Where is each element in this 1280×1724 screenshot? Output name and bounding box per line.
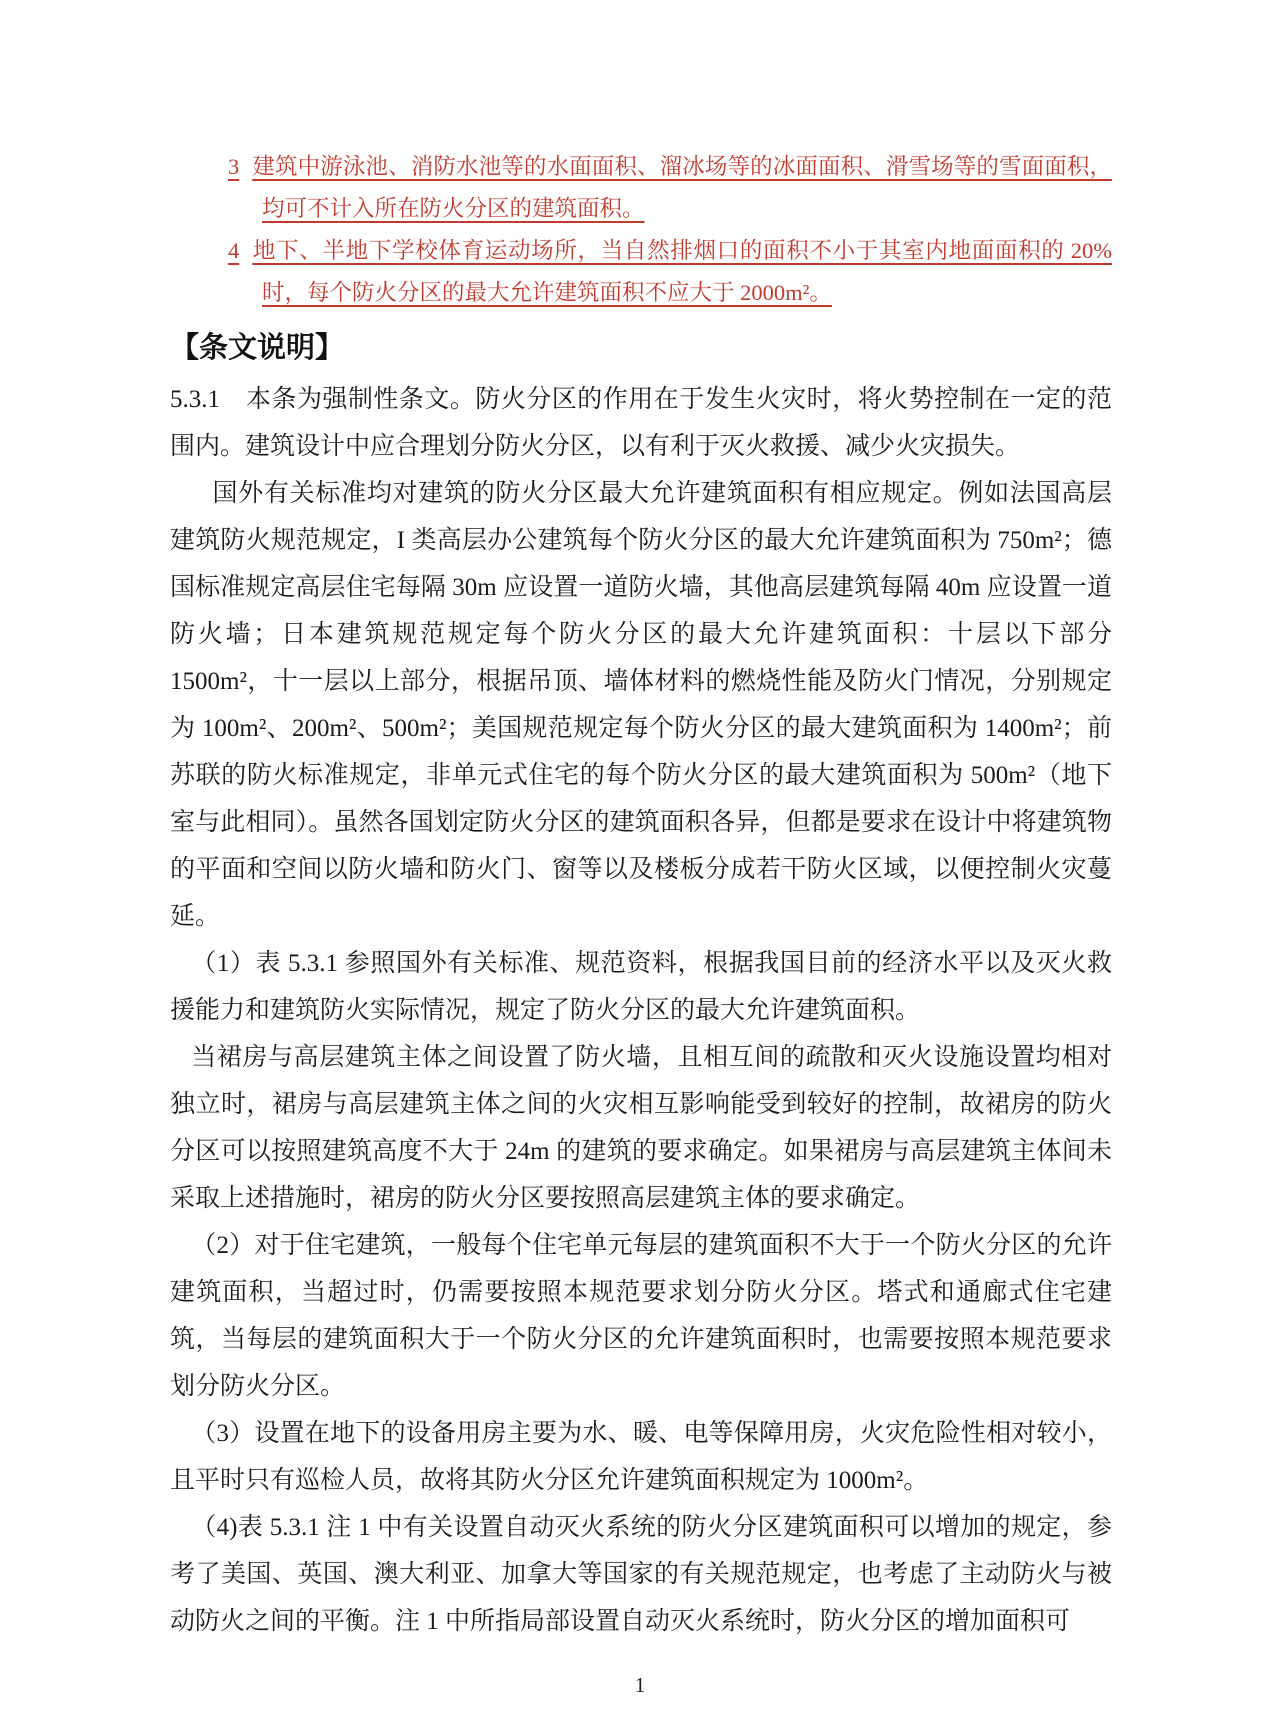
paragraph-foreign-standards: 国外有关标准均对建筑的防火分区最大允许建筑面积有相应规定。例如法国高层建筑防火规范规定，I 类高层办公建筑每个防火分区的最大允许建筑面积为 750m²；德国标准规定高层住宅每隔 30m 应设置一道防火墙，其他高层建筑每隔 40m 应设置一道防火墙；日本建筑规范规定每个防火分区的最大允许建筑面积：十层以下部分 1500m²，十一层以上部分，根据吊顶、墙体材料的燃烧性能及防火门情况，分别规定为 100m²、200m²、500m²；美国规范规定每个防火分区的最大建筑面积为 1400m²；前苏联的防火标准规定，非单元式住宅的每个防火分区的最大建筑面积为 500m²（地下室与此相同）。虽然各国划定防火分区的建筑面积各异，但都是要求在设计中将建筑物的平面和空间以防火墙和防火门、窗等以及楼板分成若干防火区域，以便控制火灾蔓延。 (170, 480, 1112, 930)
amendment-list (170, 146, 1112, 314)
paragraph-531: 5.3.1 本条为强制性条文。防火分区的作用在于发生火灾时，将火势控制在一定的范围内。建筑设计中应合理划分防火分区，以有利于灭火救援、减少火灾损失。 (170, 386, 1112, 460)
explanation-body (170, 376, 1112, 1645)
section-heading: 【条文说明】 (170, 332, 345, 364)
paragraph-note-2: （2）对于住宅建筑，一般每个住宅单元每层的建筑面积不大于一个防火分区的允许建筑面积，当超过时，仍需要按照本规范要求划分防火分区。塔式和通廊式住宅建筑，当每层的建筑面积大于一个防火分区的允许建筑面积时，也需要按照本规范要求划分防火分区。 (170, 1232, 1112, 1400)
paragraph-note-3: （3）设置在地下的设备用房主要为水、暖、电等保障用房，火灾危险性相对较小，且平时只有巡检人员，故将其防火分区允许建筑面积规定为 1000m²。 (170, 1420, 1112, 1494)
amendment-item-number: 4 (228, 238, 240, 263)
paragraph-note-1: （1）表 5.3.1 参照国外有关标准、规范资料，根据我国目前的经济水平以及灭火救援能力和建筑防火实际情况，规定了防火分区的最大允许建筑面积。 (170, 950, 1112, 1024)
amendment-item-4 (170, 230, 1112, 314)
page-number: 1 (634, 1673, 646, 1697)
paragraph-podium: 当裙房与高层建筑主体之间设置了防火墙，且相互间的疏散和灭火设施设置均相对独立时，裙房与高层建筑主体之间的火灾相互影响能受到较好的控制，故裙房的防火分区可以按照建筑高度不大于 24m 的建筑的要求确定。如果裙房与高层建筑主体间未采取上述措施时，裙房的防火分区要按照高层建筑主体的要求确定。 (170, 1044, 1112, 1212)
amendment-item-text: 地下、半地下学校体育运动场所，当自然排烟口的面积不小于其室内地面面积的 20%时，每个防火分区的最大允许建筑面积不应大于 2000m²。 (252, 238, 1112, 305)
amendment-item-3 (170, 146, 1112, 230)
paragraph-note-4: （4)表 5.3.1 注 1 中有关设置自动灭火系统的防火分区建筑面积可以增加的规定，参考了美国、英国、澳大利亚、加拿大等国家的有关规范规定，也考虑了主动防火与被动防火之间的平衡。注 1 中所指局部设置自动灭火系统时，防火分区的增加面积可 (170, 1514, 1112, 1635)
amendment-item-number: 3 (228, 154, 240, 179)
amendment-item-text: 建筑中游泳池、消防水池等的水面面积、溜冰场等的冰面面积、滑雪场等的雪面面积，均可不计入所在防火分区的建筑面积。 (252, 154, 1112, 221)
